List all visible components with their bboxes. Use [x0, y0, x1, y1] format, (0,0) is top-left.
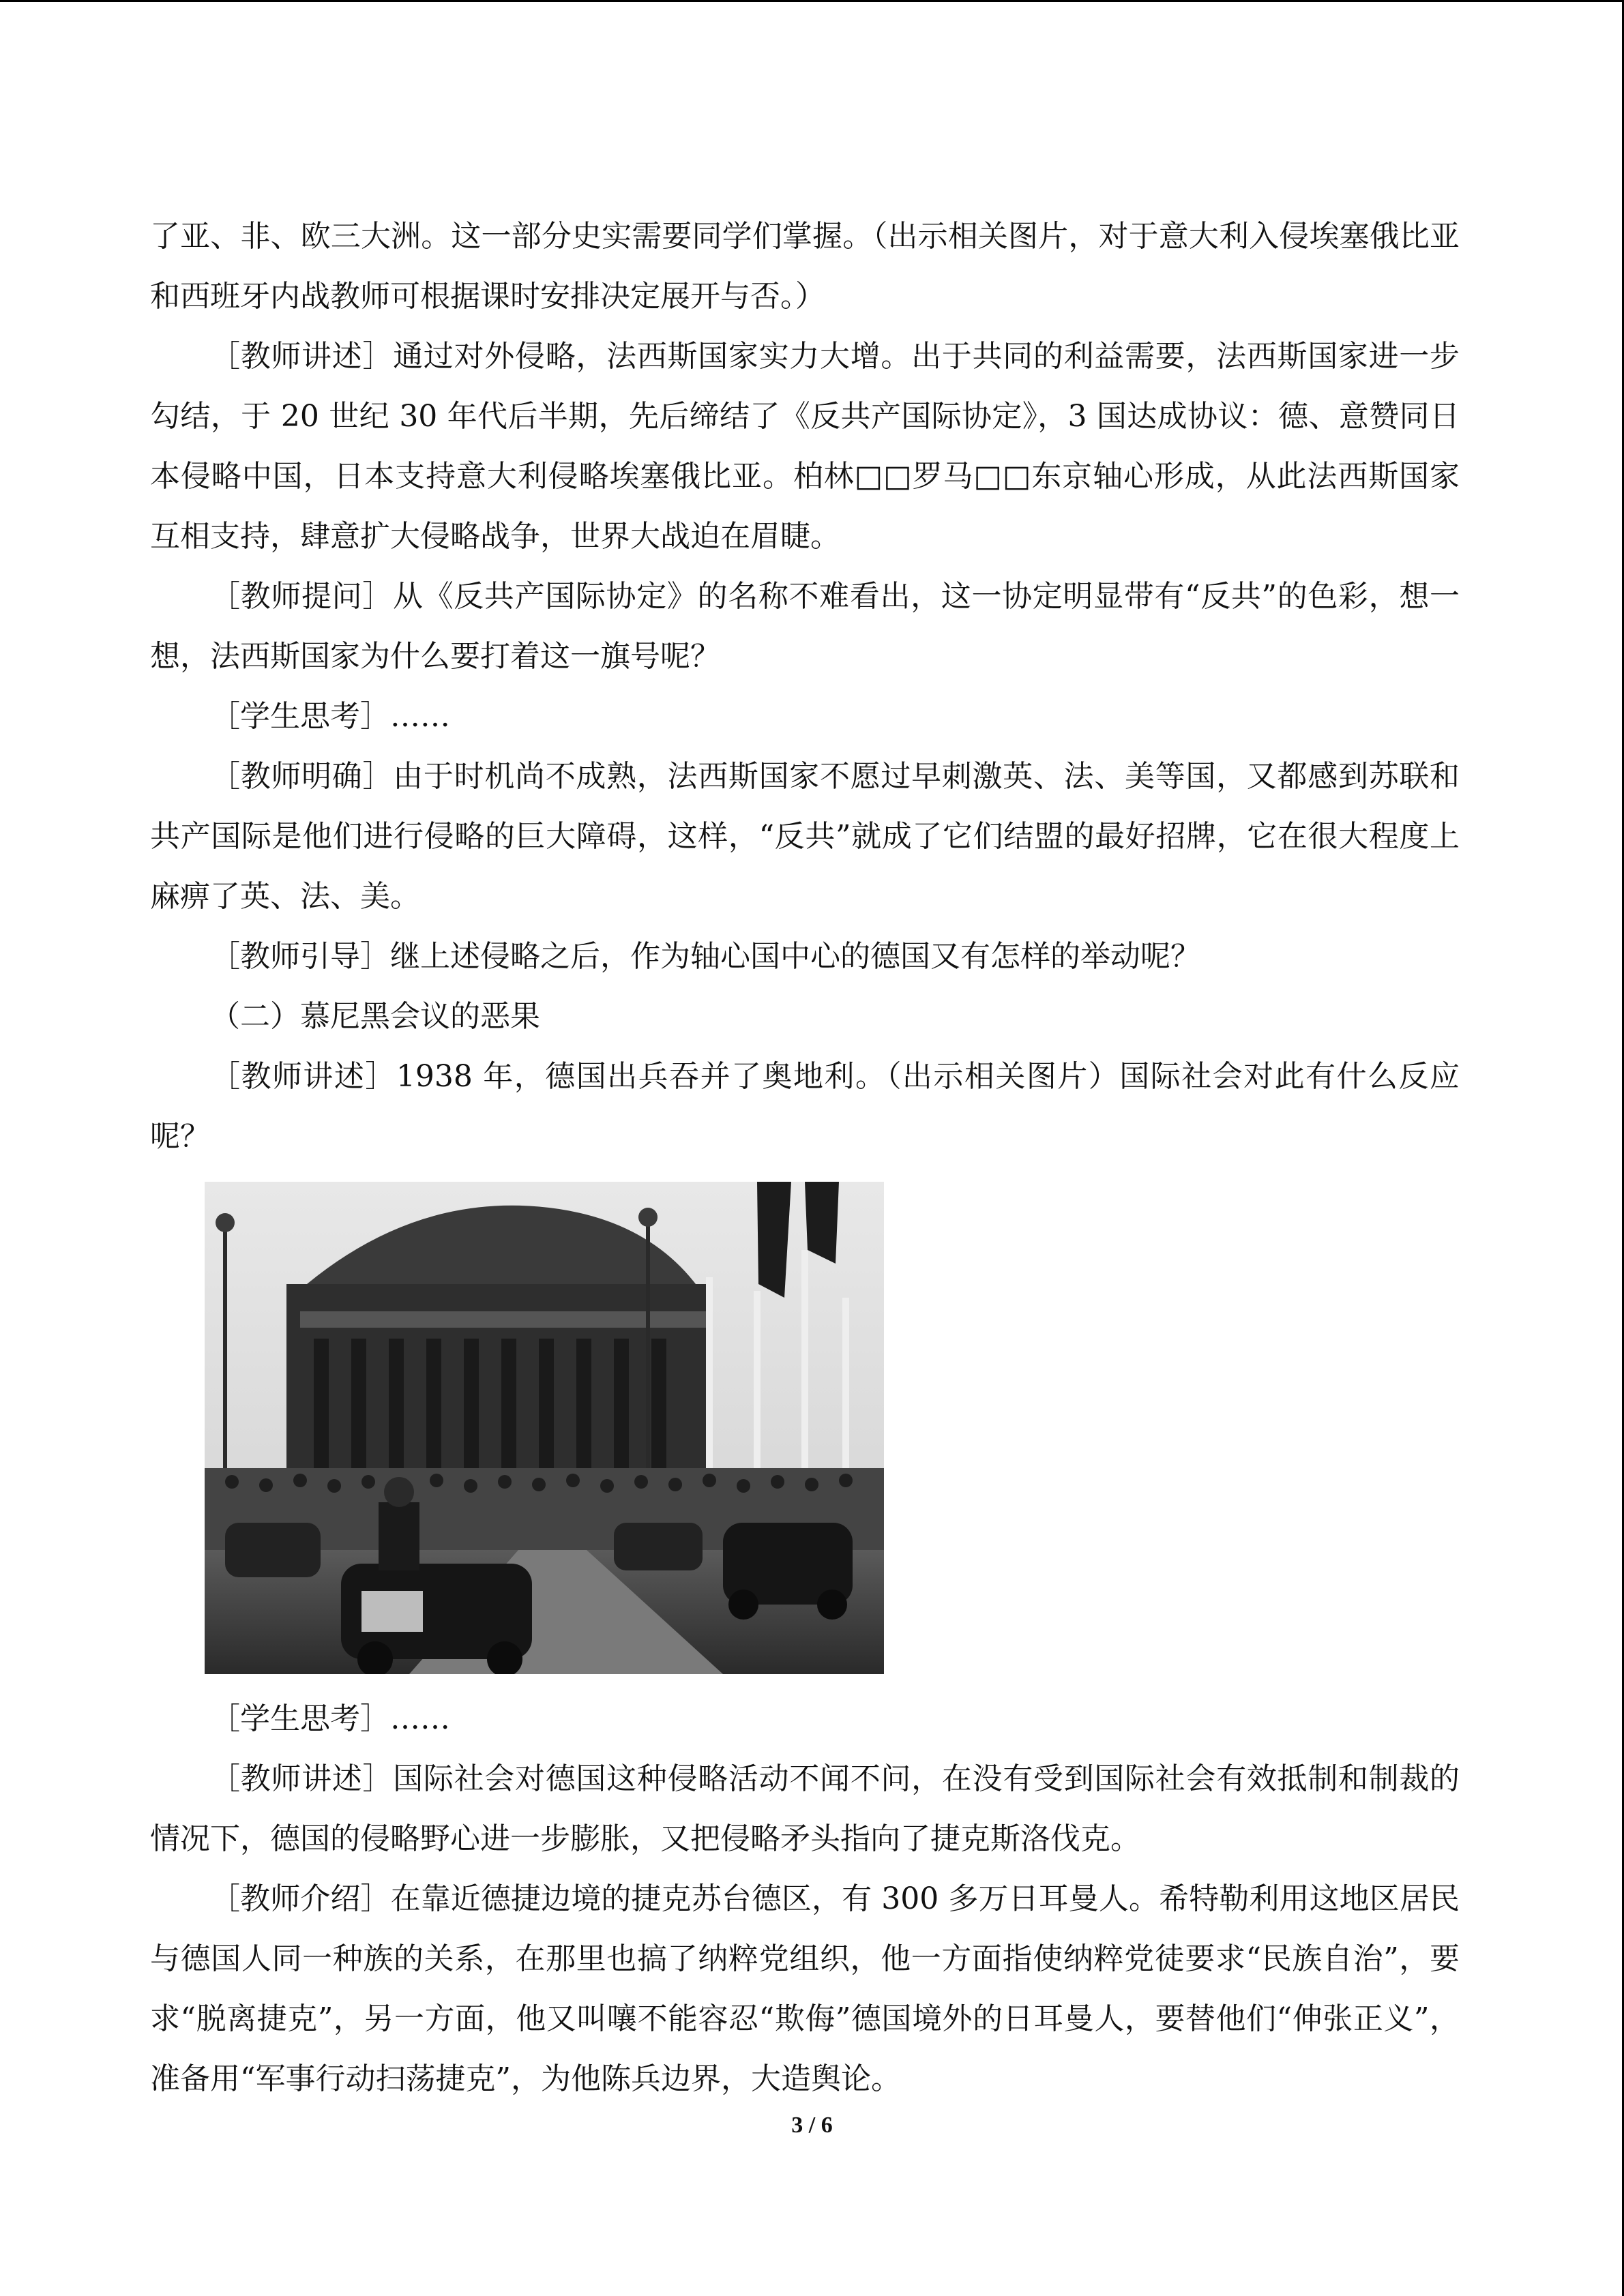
- section-heading: （二）慕尼黑会议的恶果: [210, 999, 540, 1034]
- paragraph: ［教师介绍］在靠近德捷边境的捷克苏台德区，有 300 多万日耳曼人。希特勒利用这地区居民与德国人同一种族的关系，在那里也搞了纳粹党组织，他一方面指使纳粹党徒要求“民族自治”，要求“脱离捷克”，另一方面，他又叫嚷不能容忍“欺侮”德国境外的日耳曼人，要替他们“伸张正义”，准备用“军事行动扫荡捷克”，为他陈兵边界，大造舆论。: [150, 1881, 1460, 2096]
- paragraph: ［教师讲述］国际社会对德国这种侵略活动不闻不问，在没有受到国际社会有效抵制和制裁的情况下，德国的侵略野心进一步膨胀，又把侵略矛头指向了捷克斯洛伐克。: [150, 1761, 1460, 1856]
- paragraph: ［教师引导］继上述侵略之后，作为轴心国中心的德国又有怎样的举动呢？: [210, 939, 1200, 974]
- page-content: [150, 207, 1460, 2109]
- paragraph: ［教师明确］由于时机尚不成熟，法西斯国家不愿过早刺激英、法、美等国，又都感到苏联和共产国际是他们进行侵略的巨大障碍，这样，“反共”就成了它们结盟的最好招牌，它在很大程度上麻痹了英、法、美。: [150, 759, 1460, 914]
- paragraph: ［学生思考］……: [210, 699, 450, 734]
- paragraph: ［教师讲述］通过对外侵略，法西斯国家实力大增。出于共同的利益需要，法西斯国家进一步勾结，于 20 世纪 30 年代后半期，先后缔结了《反共产国际协定》，3 国达成协议：德、意赞同日本侵略中国，日本支持意大利侵略埃塞俄比亚。柏林□□罗马□□东京轴心形成，从此法西斯国家互相支持，肆意扩大侵略战争，世界大战迫在眉睫。: [150, 339, 1460, 554]
- paragraph: ［教师提问］从《反共产国际协定》的名称不难看出，这一协定明显带有“反共”的色彩，想一想，法西斯国家为什么要打着这一旗号呢？: [150, 579, 1460, 674]
- paragraph: 了亚、非、欧三大洲。这一部分史实需要同学们掌握。（出示相关图片，对于意大利入侵埃塞俄比亚和西班牙内战教师可根据课时安排决定展开与否。）: [150, 219, 1460, 314]
- historical-photo: [205, 1182, 884, 1674]
- page-number: 3 / 6: [791, 2113, 833, 2138]
- paragraph: ［教师讲述］1938 年，德国出兵吞并了奥地利。（出示相关图片）国际社会对此有什么反应呢？: [150, 1059, 1460, 1154]
- paragraph: ［学生思考］……: [210, 1701, 450, 1736]
- parade-photo-illustration: [205, 1182, 884, 1674]
